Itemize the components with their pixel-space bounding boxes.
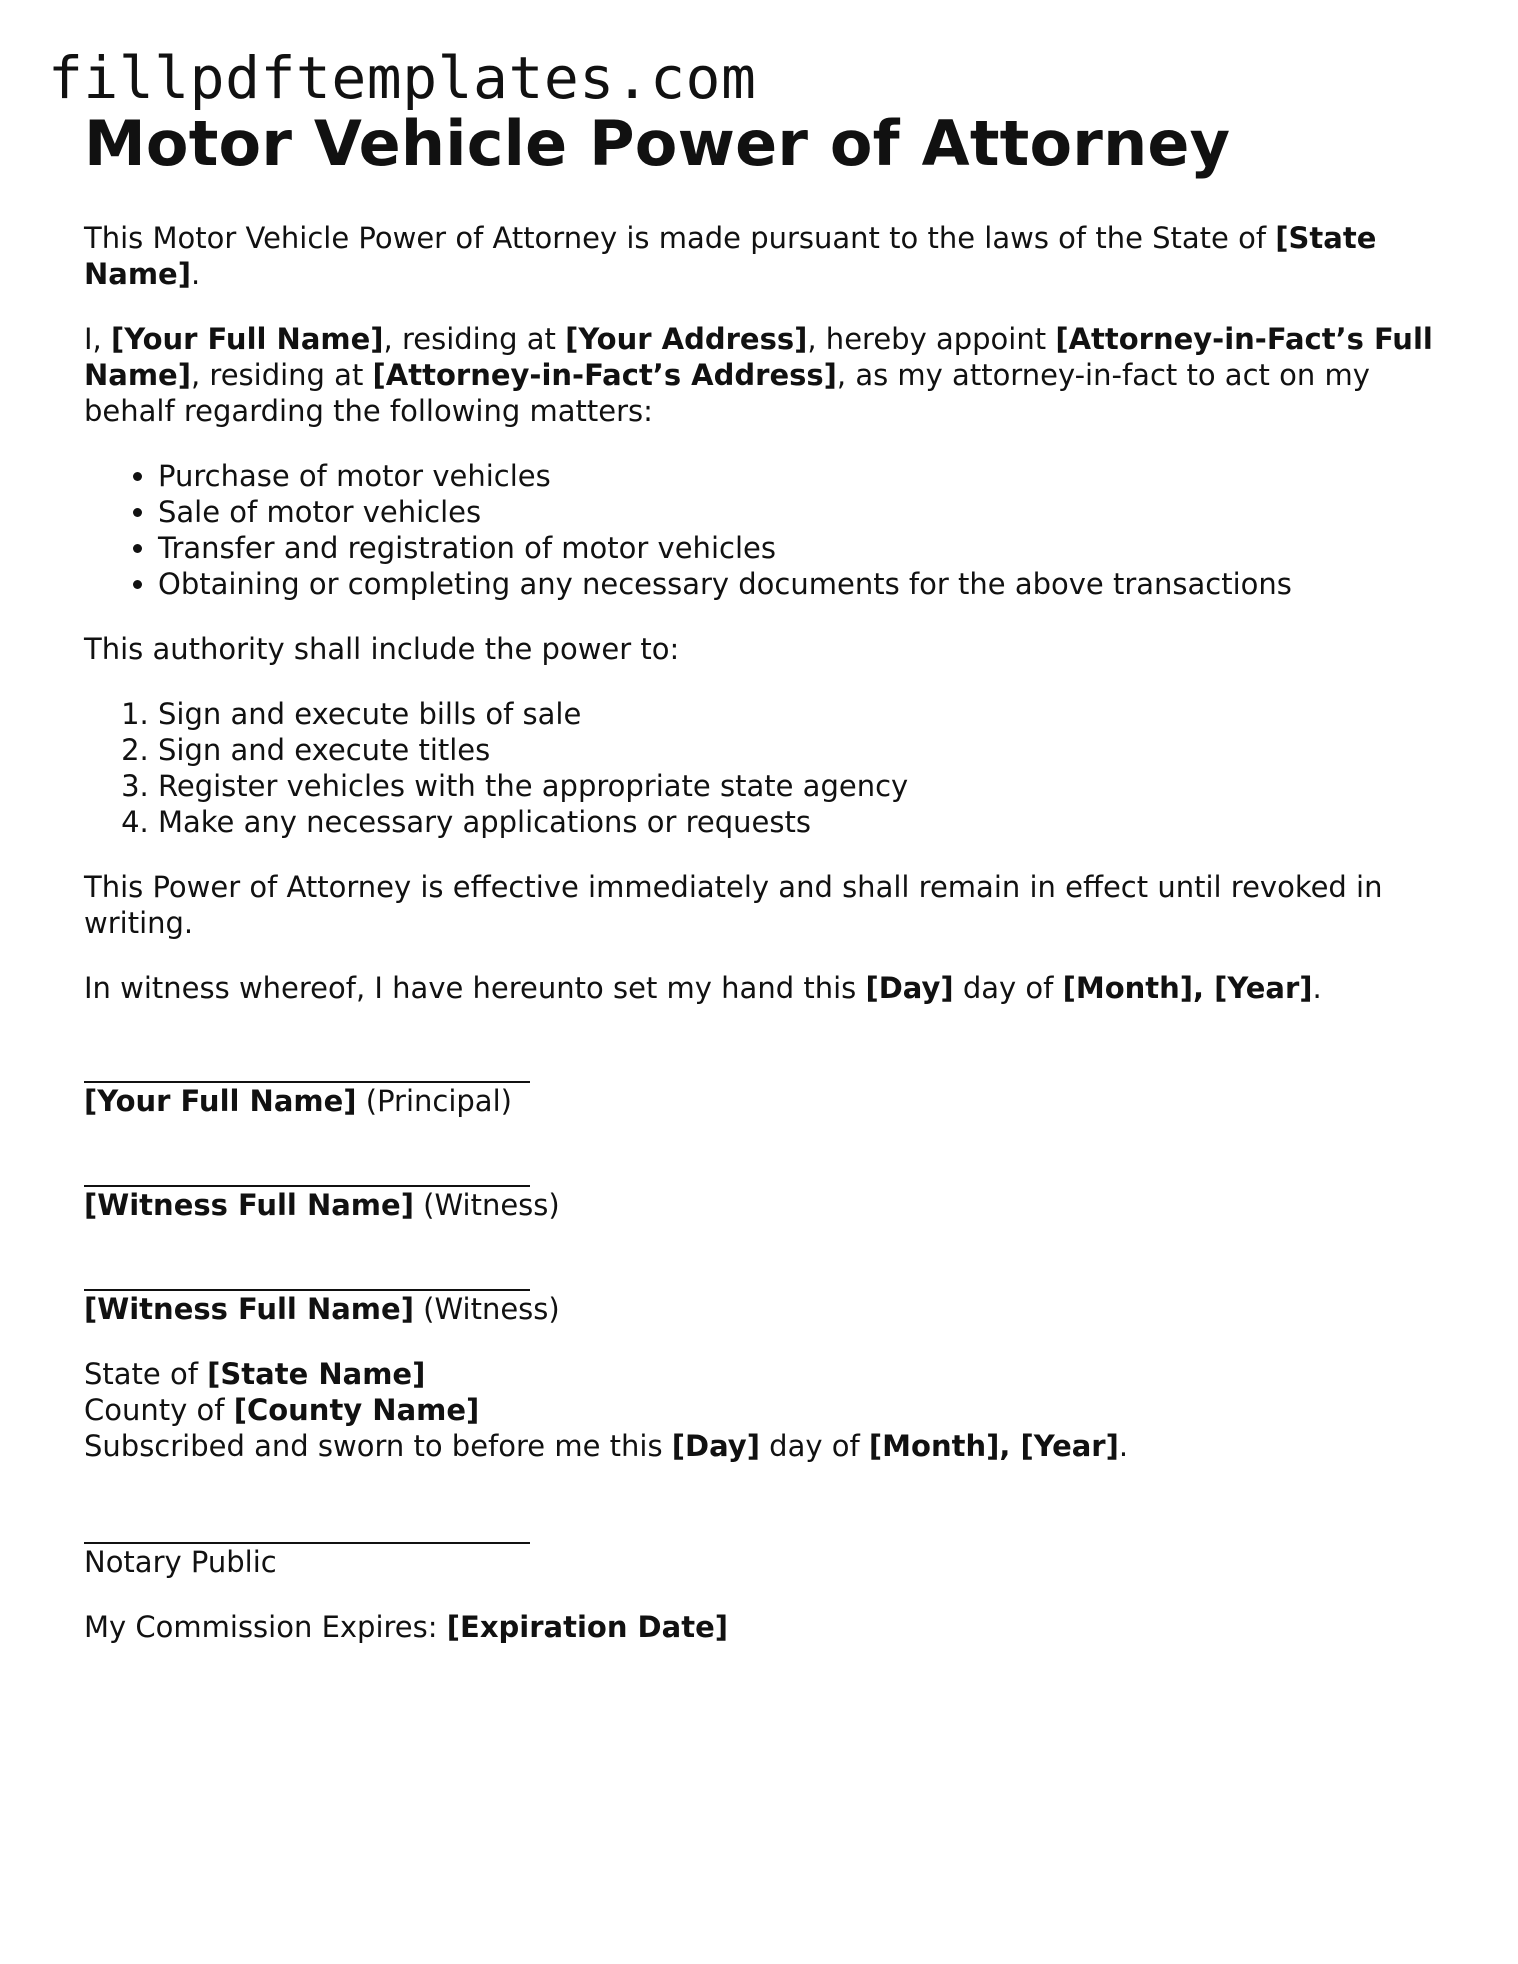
witness-clause <box>84 970 1434 1006</box>
signer-role: (Witness) <box>413 1188 560 1222</box>
appointment-text-5: , as my attorney-in-fact to act on my behalf regarding the following matters: <box>84 358 1370 428</box>
notary-state-label: State of <box>84 1357 208 1391</box>
document-body <box>84 108 1434 1645</box>
signer-role: (Witness) <box>413 1292 560 1326</box>
sworn-text-3: . <box>1118 1429 1129 1463</box>
expiration-date-placeholder: [Expiration Date] <box>446 1610 728 1644</box>
list-item: 4. Make any necessary applications or requests <box>158 804 1434 840</box>
signer-name: [Witness Full Name] <box>84 1292 414 1326</box>
signature-line[interactable] <box>84 1514 530 1544</box>
intro-end: . <box>190 257 201 291</box>
list-item: • Transfer and registration of motor vehicles <box>158 530 1434 566</box>
intro-paragraph <box>84 220 1434 292</box>
commission-label: My Commission Expires: <box>84 1610 447 1644</box>
notary-caption: Notary Public <box>84 1545 277 1579</box>
witness-text-2: day of <box>953 971 1063 1005</box>
appointment-text-1: I, <box>84 322 111 356</box>
sworn-text-1: Subscribed and sworn to before me this <box>84 1429 672 1463</box>
witness-signature-block <box>84 1157 1434 1223</box>
intro-text: This Motor Vehicle Power of Attorney is made pursuant to the laws of the State of <box>84 221 1276 255</box>
notary-sworn-line <box>84 1428 1434 1464</box>
watermark-text: fillpdftemplates.com <box>48 44 757 112</box>
signer-role: (Principal) <box>356 1084 512 1118</box>
matters-list <box>84 458 1434 602</box>
appointment-text-2: , residing at <box>383 322 566 356</box>
list-item: 2. Sign and execute titles <box>158 732 1434 768</box>
principal-name-placeholder: [Your Full Name] <box>111 322 384 356</box>
day-placeholder: [Day] <box>865 971 954 1005</box>
list-item: 3. Register vehicles with the appropriate state agency <box>158 768 1434 804</box>
signature-line[interactable] <box>84 1053 530 1083</box>
sworn-text-2: day of <box>759 1429 869 1463</box>
signer-name: [Your Full Name] <box>84 1084 357 1118</box>
appointment-text-3: , hereby appoint <box>807 322 1056 356</box>
powers-list <box>84 696 1434 840</box>
notary-county-label: County of <box>84 1393 234 1427</box>
principal-signature-block <box>84 1053 1434 1119</box>
sworn-month-year-placeholder: [Month], [Year] <box>868 1429 1119 1463</box>
signature-caption <box>84 1187 1434 1223</box>
list-item: • Purchase of motor vehicles <box>158 458 1434 494</box>
document-title: Motor Vehicle Power of Attorney <box>84 107 1231 180</box>
signature-caption <box>84 1083 1434 1119</box>
notary-county-line <box>84 1392 1434 1428</box>
notary-signature-block <box>84 1514 1434 1580</box>
notary-state-placeholder: [State Name] <box>207 1357 426 1391</box>
witness-text-3: . <box>1312 971 1322 1005</box>
notary-section <box>84 1356 1434 1645</box>
list-item: 1. Sign and execute bills of sale <box>158 696 1434 732</box>
signer-name: [Witness Full Name] <box>84 1188 414 1222</box>
notary-state-line <box>84 1356 1434 1392</box>
commission-line <box>84 1609 1434 1645</box>
appointment-paragraph <box>84 321 1434 429</box>
attorney-name-placeholder: [Attorney-in-Fact’s Full Name] <box>84 322 1433 392</box>
witness-signature-block <box>84 1261 1434 1327</box>
signature-caption <box>84 1291 1434 1327</box>
effective-paragraph: This Power of Attorney is effective immediately and shall remain in effect until revoked in writing. <box>84 870 1383 940</box>
attorney-address-placeholder: [Attorney-in-Fact’s Address] <box>372 358 837 392</box>
signature-line[interactable] <box>84 1157 530 1187</box>
appointment-text-4: , residing at <box>190 358 373 392</box>
sworn-day-placeholder: [Day] <box>671 1429 760 1463</box>
month-year-placeholder: [Month], [Year] <box>1062 971 1313 1005</box>
witness-text-1: In witness whereof, I have hereunto set my hand this <box>84 971 866 1005</box>
principal-address-placeholder: [Your Address] <box>565 322 808 356</box>
notary-county-placeholder: [County Name] <box>233 1393 480 1427</box>
signature-line[interactable] <box>84 1261 530 1291</box>
authority-intro: This authority shall include the power to: <box>84 632 680 666</box>
intro-state-placeholder: [State Name] <box>84 221 1377 291</box>
list-item: • Obtaining or completing any necessary documents for the above transactions <box>158 566 1434 602</box>
list-item: • Sale of motor vehicles <box>158 494 1434 530</box>
